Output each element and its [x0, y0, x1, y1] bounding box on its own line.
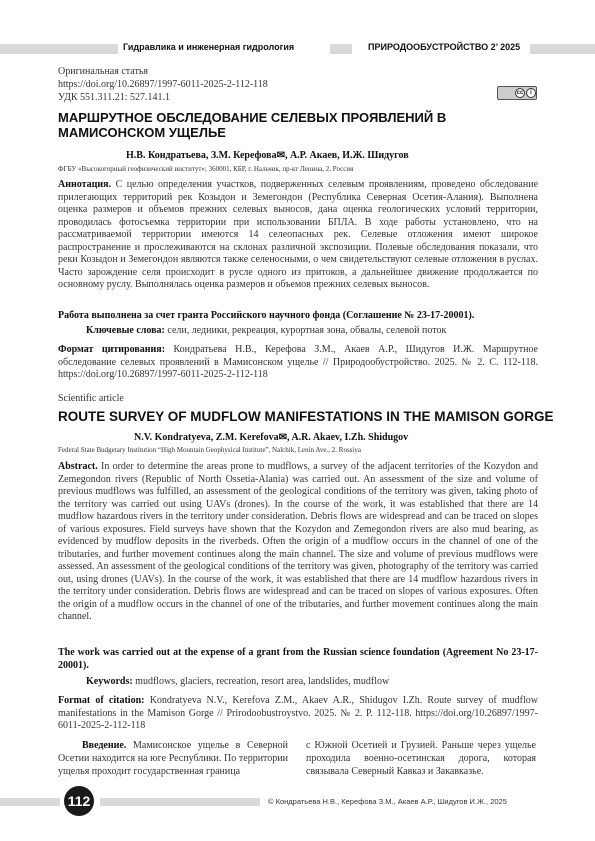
keywords-ru — [86, 325, 446, 336]
intro-label: Введение. — [82, 740, 127, 751]
citation-label-ru: Формат цитирования: — [58, 344, 166, 355]
grant-ru: Работа выполнена за счет гранта Российского научного фонда (Соглашение № 23-17-20001). — [58, 310, 475, 321]
intro-column-left — [58, 740, 288, 778]
doi-link[interactable]: https://doi.org/10.26897/1997-6011-2025-2-112-118 — [58, 79, 268, 90]
article-type-en: Scientific article — [58, 393, 124, 404]
footer-copyright: © Кондратьева Н.В., Керефова З.М., Акаев А.Р., Шидугов И.Ж., 2025 — [268, 797, 507, 806]
intro-column-right: с Южной Осетией и Грузией. Раньше через ущелье проходила военно-осетинская дорога, которая связывала Северный Кавказ и Закавказье. — [306, 740, 536, 777]
title-ru: МАРШРУТНОЕ ОБСЛЕДОВАНИЕ СЕЛЕВЫХ ПРОЯВЛЕНИЙ В МАМИСОНСКОМ УЩЕЛЬЕ — [58, 110, 447, 140]
header-section-title: Гидравлика и инженерная гидрология — [123, 42, 295, 52]
abstract-en — [58, 461, 538, 624]
authors-en: N.V. Kondratyeva, Z.M. Kerefova✉, A.R. Akaev, I.Zh. Shidugov — [134, 432, 409, 443]
abstract-label-ru: Аннотация. — [58, 179, 112, 190]
footer-bar-right — [100, 798, 260, 806]
footer-bar-left — [0, 798, 60, 806]
grant-en: The work was carried out at the expense of a grant from the Russian science foundation (Agreement No 23-17-20001). — [58, 647, 538, 671]
page-number: 112 — [64, 786, 94, 816]
citation-label-en: Format of citation: — [58, 695, 145, 706]
article-type-ru: Оригинальная статья — [58, 66, 148, 77]
authors-ru: Н.В. Кондратьева, З.М. Керефова✉, А.Р. Акаев, И.Ж. Шидугов — [126, 150, 409, 161]
abstract-text-en: In order to determine the areas prone to mudflows, a survey of the adjacent territories of the Kozydon and Zemegondon rivers (Republic of North Ossetia-Alania) was carried out. An assessment of the size and volume of previous mudflows was fulfilled, an assessment of the geological conditions of the territory was given, taking photo of the territory was carried out using UAVs (drones). In the course of the work, it was established that there are 14 mudflow hazardous rivers in the territory under consideration. Debris flows are widespread and can be traced on slopes of various exposures. Field surveys have shown that the Kozydon and Zemegondon rivers are also mud bearing, as evidenced by mudflow deposits in the riverbeds. Often the origin of a mudflow occurs in the channel of one of the tributaries, and further movement continues along the main channel. The size and volume of previous mudflows were assessed. An assessment of the geological conditions of the territory was given, photography of the territory was carried out, using drones (UAVs). In the course of the work, it was established that there are 14 mudflow hazardous rivers in the territory under consideration. Debris flows are widespread and can be traced on slopes of various exposures. Often the origin of a mudflow occurs in the channel of one of the tributaries, and further movement continues along the main channel. — [58, 461, 539, 622]
keywords-en — [86, 676, 389, 687]
citation-en — [58, 695, 538, 733]
header-bar-left — [0, 44, 118, 54]
citation-ru — [58, 344, 538, 382]
abstract-text-ru: С целью определения участков, подверженных селевым проявлениям, проведено обследование прилегающих территорий рек Козыдон и Земегондон (Республика Северная Осетия-Алания). Выполнена оценка размеров и объемов прежних селевых выносов, дана оценка геологических условий территории, проводилась фотосъемка территории при использовании БПЛА. В ходе работы установлено, что на рассматриваемой территории имеются 14 селеопасных рек. Селевые отложения имеют широкое распространение и прослеживаются на склонах различной экспозиции. Полевые обследования показали, что реки Козыдон и Земегондон являются также селеносными, о чем свидетельствуют селевые отложения в руслах. Часто зарождение селя происходит в русле одного из притоков, а дальнейшее движение продолжается по основному руслу. Выполнялась оценка размеров и объемов прежних селевых выносов. — [58, 179, 539, 290]
cc-license-icon[interactable]: cc i — [497, 86, 537, 100]
intro-text-left: Мамисонское ущелье в Северной Осетии находится на юге Республики. По территории ущелья проходит государственная граница — [58, 740, 288, 777]
abstract-ru — [58, 179, 538, 292]
keywords-text-en: mudflows, glaciers, recreation, resort area, landslides, mudflow — [135, 676, 390, 687]
affiliation-en: Federal State Budgetary Institution “High Mountain Geophysical Institute”, Nalchik, Lenin Ave., 2. Rossiya — [58, 446, 361, 454]
abstract-label-en: Abstract. — [58, 461, 98, 472]
keywords-label-ru: Ключевые слова: — [86, 325, 165, 336]
udc-code: УДК 551.311.21: 527.141.1 — [58, 92, 170, 103]
affiliation-ru: ФГБУ «Высокогорный геофизический институт»; 360001, КБР, г. Нальчик, пр-кт Ленина, 2, Россия — [58, 165, 354, 173]
citation-text-ru: Кондратьева Н.В., Керефова З.М., Акаев А.Р., Шидугов И.Ж. Маршрутное обследование селевых проявлений в Мамисонском ущелье // Природообустройство. 2025. № 2. С. 112-118. https://doi.org/10.26897/1997-6011-2025-2-112-118 — [58, 344, 538, 380]
title-en: ROUTE SURVEY OF MUDFLOW MANIFESTATIONS IN THE MAMISON GORGE — [58, 409, 554, 424]
citation-text-en: Kondratyeva N.V., Kerefova Z.M., Akaev A.R., Shidugov I.Zh. Route survey of mudflow manifestations in the Mamison Gorge // Prirodoobustroystvo. 2025. № 2. P. 112-118. https://doi.org/10.26897/1997-6011-2025-2-112-118 — [58, 695, 538, 731]
header-journal-title: ПРИРОДООБУСТРОЙСТВО 2’ 2025 — [368, 42, 521, 52]
header-bar-middle — [330, 44, 352, 54]
keywords-text-ru: сели, ледники, рекреация, курортная зона, обвалы, селевой поток — [167, 325, 447, 336]
keywords-label-en: Keywords: — [86, 676, 133, 687]
header-bar-right — [530, 44, 595, 54]
